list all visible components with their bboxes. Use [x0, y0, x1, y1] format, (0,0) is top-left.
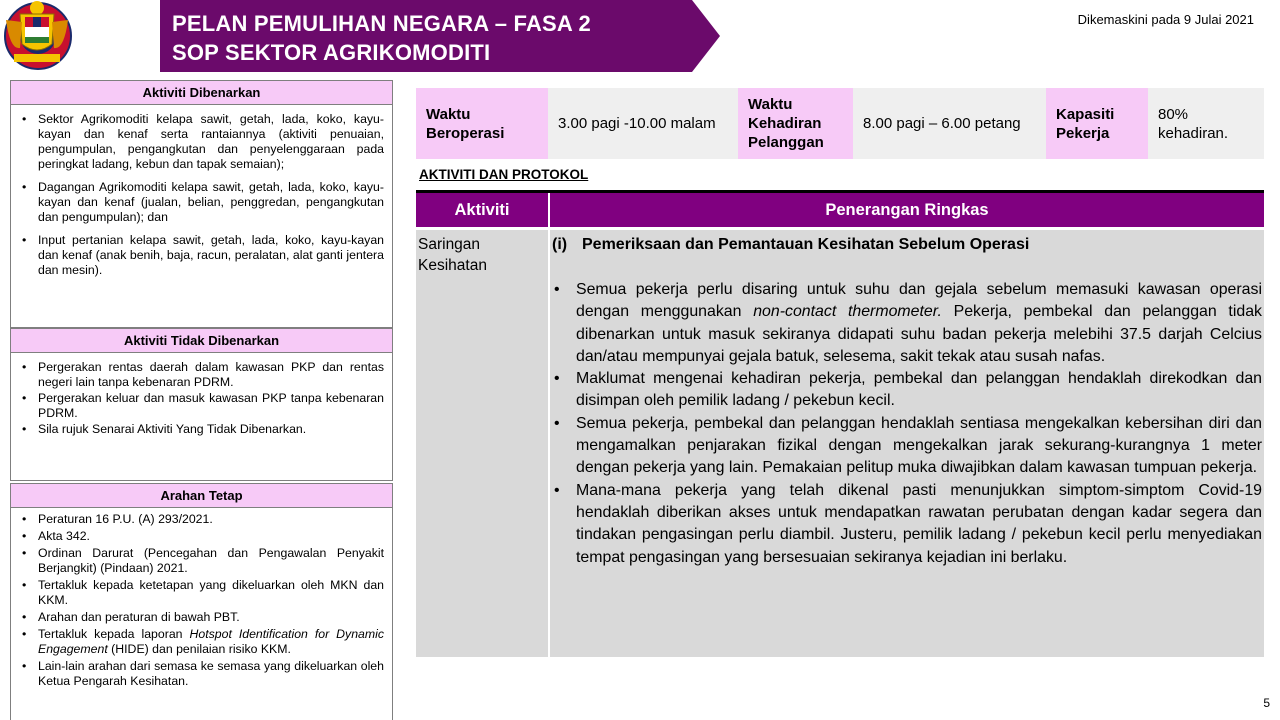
sub-heading-text: Pemeriksaan dan Pemantauan Kesihatan Sebelum Operasi: [582, 236, 1030, 253]
page-title: PELAN PEMULIHAN NEGARA – FASA 2: [172, 11, 591, 36]
not-allowed-body: [10, 353, 393, 481]
hide-prefix: Tertakluk kepada laporan: [38, 627, 190, 641]
standing-orders-heading: Arahan Tetap: [10, 483, 393, 508]
p1-after: Pekerja, pembekal dan pelanggan tidak dibenarkan untuk masuk sekiranya didapati suhu badan pekerja melebihi 37.5 darjah Celcius dan/atau mempunyai gejala batuk, selesema, sakit tekak atau susah nafas.: [576, 303, 1262, 365]
protocol-table: [416, 190, 1264, 657]
paragraph-item: • Semua pekerja, pembekal dan pelanggan hendaklah sentiasa mengekalkan kebersihan diri dan mengamalkan penjarakan fizikal dengan mengekalkan jarak sekurang-kurangnya 1 meter dengan pekerja yang lain. Pemakaian pelitup muka diwajibkan dalam kawasan tumpuan pekerja.: [552, 413, 1262, 480]
page-subtitle: SOP SEKTOR AGRIKOMODITI: [172, 40, 491, 65]
list-item: • Ordinan Darurat (Pencegahan dan Pengawalan Penyakit Berjangkit) (Pindaan) 2021.: [19, 546, 384, 576]
list-item: • Akta 342.: [19, 529, 384, 544]
table-header: [416, 193, 1264, 227]
list-item: • Pergerakan rentas daerah dalam kawasan PKP dan rentas negeri lain tanpa kebenaran PDRM.: [19, 360, 384, 390]
activity-cell: Saringan Kesihatan: [416, 230, 550, 657]
customer-hours-label: Waktu Kehadiran Pelanggan: [738, 88, 853, 159]
hide-suffix: (HIDE) dan penilaian risiko KKM.: [107, 642, 291, 656]
coat-of-arms-logo: [0, 0, 74, 66]
sub-heading: [552, 234, 1264, 255]
standing-orders-body: [10, 508, 393, 720]
sub-heading-number: (i): [552, 236, 568, 253]
list-item: • Peraturan 16 P.U. (A) 293/2021.: [19, 512, 384, 527]
list-item: • Sektor Agrikomoditi kelapa sawit, getah, lada, koko, kayu-kayan dan kenaf serta rantaiannya (aktiviti penuaian, pengumpulan, pengangkutan dan penyelenggaraan pada peringkat ladang, kebun dan tapak semaian);: [19, 112, 384, 172]
header-banner: [0, 0, 720, 72]
hide-italic: Hotspot Identification for Dynamic Engagement: [38, 627, 384, 656]
updated-date: Dikemaskini pada 9 Julai 2021: [1077, 12, 1254, 27]
list-item: • Pergerakan keluar dan masuk kawasan PKP tanpa kebenaran PDRM.: [19, 391, 384, 421]
logo-area: [0, 0, 160, 72]
allowed-heading: Aktiviti Dibenarkan: [10, 80, 393, 105]
customer-hours-value: 8.00 pagi – 6.00 petang: [853, 88, 1046, 159]
p1-italic: non-contact thermometer.: [753, 303, 942, 321]
description-cell: [550, 230, 1264, 657]
p1-before: Semua pekerja perlu disaring untuk suhu dan gejala sebelum memasuki kawasan operasi dengan menggunakan: [576, 281, 1262, 321]
list-item: • Input pertanian kelapa sawit, getah, lada, koko, kayu-kayan dan kenaf (anak benih, baja, racun, peralatan, alat ganti jentera dan mesin).: [19, 233, 384, 278]
list-item: [19, 627, 384, 657]
table-row: [416, 227, 1264, 657]
page-number: 5: [1263, 696, 1270, 710]
hours-label: Waktu Beroperasi: [416, 88, 548, 159]
list-item: • Arahan dan peraturan di bawah PBT.: [19, 610, 384, 625]
allowed-body: [10, 105, 393, 328]
column-header-activity: Aktiviti: [416, 193, 550, 227]
left-column: [10, 80, 393, 720]
section-title: AKTIVITI DAN PROTOKOL: [419, 167, 589, 182]
column-header-description: Penerangan Ringkas: [825, 200, 989, 219]
list-item: • Lain-lain arahan dari semasa ke semasa yang dikeluarkan oleh Ketua Pengarah Kesihatan.: [19, 659, 384, 689]
not-allowed-heading: Aktiviti Tidak Dibenarkan: [10, 328, 393, 353]
info-row: [416, 88, 1264, 159]
list-item: • Tertakluk kepada ketetapan yang dikeluarkan oleh MKN dan KKM.: [19, 578, 384, 608]
capacity-value: 80% kehadiran.: [1148, 88, 1264, 159]
capacity-label: Kapasiti Pekerja: [1046, 88, 1148, 159]
paragraph-item: [552, 279, 1262, 368]
hours-value: 3.00 pagi -10.00 malam: [548, 88, 738, 159]
list-item: • Dagangan Agrikomoditi kelapa sawit, getah, lada, koko, kayu-kayan dan kenaf (jualan, belian, penggredan, pengangkutan dan pengumpulan); dan: [19, 180, 384, 225]
paragraph-item: • Maklumat mengenai kehadiran pekerja, pembekal dan pelanggan hendaklah direkodkan dan disimpan oleh pemilik ladang / pekebun kecil.: [552, 368, 1262, 413]
list-item: • Sila rujuk Senarai Aktiviti Yang Tidak Dibenarkan.: [19, 422, 384, 437]
paragraph-item: • Mana-mana pekerja yang telah dikenal pasti menunjukkan simptom-simptom Covid-19 hendaklah diberikan akses untuk mendapatkan rawatan perubatan dengan kadar segera dan tindakan pengasingan perlu diambil. Justeru, pemilik ladang / pekebun kecil perlu menyediakan tempat pengasingan yang bersesuaian sekiranya kejadian ini berlaku.: [552, 480, 1262, 569]
